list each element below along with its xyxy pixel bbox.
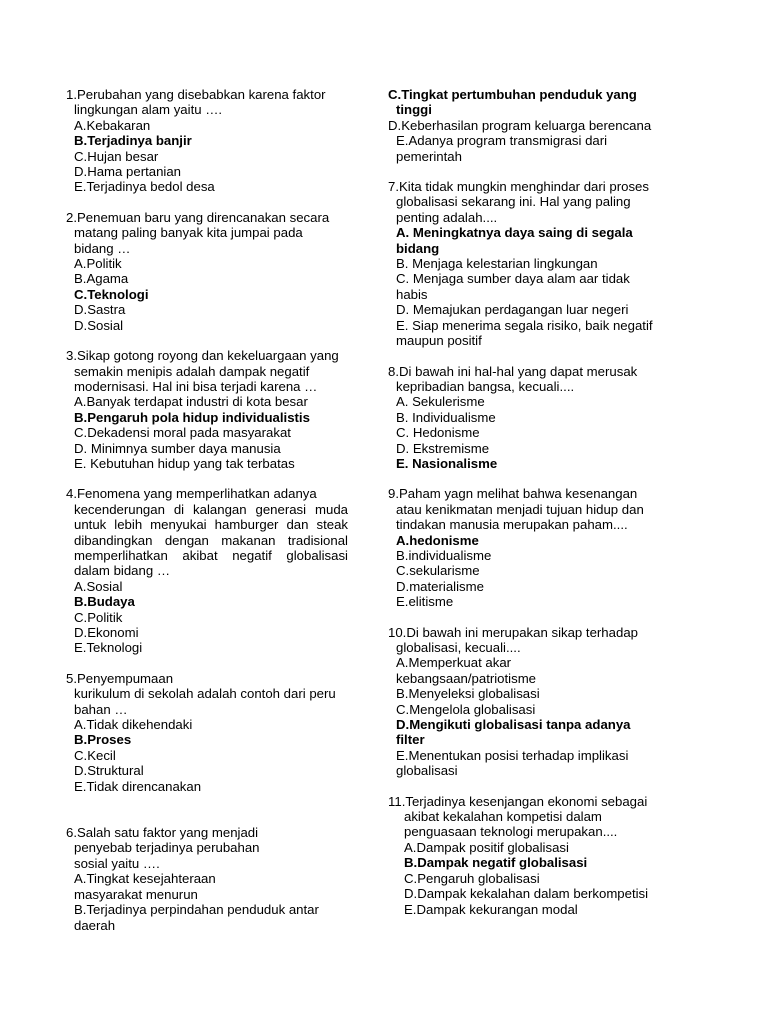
question-10 (388, 625, 688, 779)
question-stem: 4.Fenomena yang memperlihatkan adanya (66, 486, 317, 502)
option-d: D.Sastra (74, 302, 126, 318)
option-d: D.Keberhasilan program keluarga berencana (388, 117, 652, 133)
left-column (66, 87, 348, 933)
question-stem: bidang … (74, 240, 131, 256)
option-e-cont: globalisasi (396, 763, 458, 779)
option-c: C.Hujan besar (74, 148, 159, 164)
option-a: A.Banyak terdapat industri di kota besar (74, 394, 308, 410)
question-stem: bahan … (74, 701, 128, 717)
question-stem: semakin menipis adalah dampak negatif (74, 363, 310, 379)
question-stem: 11.Terjadinya kesenjangan ekonomi sebagai (388, 793, 648, 809)
option-c-answer-cont: tinggi (396, 102, 432, 118)
option-a-cont: kebangsaan/patriotisme (396, 670, 537, 686)
option-c-answer: C.Teknologi (74, 286, 149, 302)
option-d: D.Ekonomi (74, 625, 139, 640)
question-stem: lingkungan alam yaitu …. (74, 102, 223, 118)
option-e-answer: E. Nasionalisme (396, 455, 498, 471)
question-7 (388, 179, 688, 348)
option-a: A.Tidak dikehendaki (74, 717, 193, 733)
option-c: C.Dekadensi moral pada masyarakat (74, 425, 291, 441)
question-stem: matang paling banyak kita jumpai pada (74, 225, 303, 241)
question-4 (66, 486, 348, 655)
option-c: C. Hedonisme (396, 425, 480, 441)
option-c-answer: C.Tingkat pertumbuhan penduduk yang (388, 87, 637, 102)
question-1 (66, 87, 348, 195)
question-stem: 10.Di bawah ini merupakan sikap terhadap (388, 624, 638, 640)
option-c: C. Menjaga sumber daya alam aar tidak (396, 271, 630, 287)
option-b-cont: daerah (74, 917, 116, 933)
question-6 (66, 825, 348, 933)
option-b: B. Individualisme (396, 409, 496, 425)
option-e: E. Kebutuhan hidup yang tak terbatas (74, 455, 295, 471)
question-stem: tindakan manusia merupakan paham.... (396, 517, 628, 533)
question-stem: 2.Penemuan baru yang direncanakan secara (66, 209, 330, 225)
right-column (388, 87, 688, 917)
option-d: D. Memajukan perdagangan luar negeri (396, 302, 629, 318)
question-stem: sosial yaitu …. (74, 855, 160, 871)
question-8 (388, 364, 688, 472)
question-stem: atau kenikmatan menjadi tujuan hidup dan (396, 501, 644, 517)
option-d-answer-cont: filter (396, 732, 425, 748)
option-c: C.Pengaruh globalisasi (404, 870, 540, 886)
option-b: B.Terjadinya perpindahan penduduk antar (74, 902, 319, 918)
option-c: C.sekularisme (396, 563, 480, 579)
option-d: D. Minimnya sumber daya manusia (74, 440, 281, 456)
option-d: D.Hama pertanian (74, 164, 182, 180)
option-e: E.Terjadinya bedol desa (74, 179, 215, 195)
option-a-answer: A. Meningkatnya daya saing di segala (396, 225, 633, 241)
question-stem: penyebab terjadinya perubahan (74, 840, 260, 856)
option-c: C.Politik (74, 609, 123, 625)
option-e: E. Siap menerima segala risiko, baik negatif (396, 317, 653, 333)
question-stem: akibat kekalahan kompetisi dalam (404, 809, 602, 825)
question-2 (66, 210, 348, 333)
option-e: E.Tidak direncanakan (74, 778, 202, 794)
question-stem: globalisasi, kecuali.... (396, 640, 521, 655)
option-e: E.Adanya program transmigrasi dari (396, 133, 608, 149)
option-d-second: D.Sosial (74, 317, 124, 333)
option-c: C.Kecil (74, 747, 116, 763)
option-e-cont: pemerintah (396, 148, 462, 164)
option-d: D. Ekstremisme (396, 440, 490, 456)
option-b-answer: B.Budaya (74, 594, 135, 610)
option-b: B. Menjaga kelestarian lingkungan (396, 256, 598, 272)
option-a: A.Dampak positif globalisasi (404, 839, 569, 855)
option-a: A.Memperkuat akar (396, 655, 512, 671)
question-stem: globalisasi sekarang ini. Hal yang paling (396, 194, 631, 210)
option-a: A.Politik (74, 256, 122, 272)
question-stem: 6.Salah satu faktor yang menjadi (66, 825, 259, 841)
option-a: A.Sosial (74, 578, 123, 594)
question-stem: kecenderungan di kalangan generasi muda (74, 501, 348, 517)
question-3 (66, 348, 348, 471)
option-e: E.Menentukan posisi terhadap implikasi (396, 747, 629, 763)
question-stem: 7.Kita tidak mungkin menghindar dari proses (388, 179, 649, 195)
question-stem: memperlihatkan akibat negatif globalisasi (74, 547, 348, 563)
option-e-cont: maupun positif (396, 333, 482, 349)
question-stem: 8.Di bawah ini hal-hal yang dapat merusak (388, 363, 638, 379)
option-e: E.Teknologi (74, 640, 143, 656)
option-b-answer: B.Pengaruh pola hidup individualistis (74, 409, 310, 425)
option-b: B.individualisme (396, 547, 492, 563)
option-a: A. Sekulerisme (396, 394, 485, 410)
option-d: D.materialisme (396, 578, 484, 594)
option-c: C.Mengelola globalisasi (396, 701, 536, 717)
question-stem: kurikulum di sekolah adalah contoh dari peru (74, 686, 336, 702)
question-stem: untuk lebih menyukai hamburger dan steak (74, 517, 348, 533)
option-d: D.Dampak kekalahan dalam berkompetisi (404, 886, 649, 902)
option-b: B.Menyeleksi globalisasi (396, 686, 540, 702)
option-a-answer: A.hedonisme (396, 532, 479, 548)
question-stem: kepribadian bangsa, kecuali.... (396, 378, 575, 394)
question-stem: 5.Penyempumaan (66, 670, 174, 686)
option-b: B.Agama (74, 271, 129, 287)
option-c-cont: habis (396, 286, 428, 302)
option-a: A.Tingkat kesejahteraan (74, 871, 216, 887)
option-d: D.Struktural (74, 763, 144, 779)
question-5 (66, 671, 348, 794)
option-b-answer: B.Terjadinya banjir (74, 133, 192, 149)
question-stem: dibandingkan dengan makanan tradisional (74, 532, 348, 548)
question-stem: penguasaan teknologi merupakan.... (404, 824, 618, 840)
option-e: E.Dampak kekurangan modal (404, 901, 578, 917)
question-6-continued (388, 87, 688, 164)
option-a-answer-cont: bidang (396, 240, 440, 256)
question-stem: penting adalah.... (396, 209, 498, 225)
option-b-answer: B.Proses (74, 732, 132, 748)
question-stem: 9.Paham yagn melihat bahwa kesenangan (388, 486, 638, 502)
question-stem: 1.Perubahan yang disebabkan karena faktor (66, 87, 326, 102)
question-11 (388, 794, 688, 917)
question-stem: dalam bidang … (74, 563, 171, 579)
question-stem: modernisasi. Hal ini bisa terjadi karena … (74, 378, 318, 394)
option-a-cont: masyarakat menurun (74, 886, 198, 902)
option-d-answer: D.Mengikuti globalisasi tanpa adanya (396, 717, 631, 733)
option-b-answer: B.Dampak negatif globalisasi (404, 855, 588, 871)
question-9 (388, 486, 688, 609)
option-e: E.elitisme (396, 594, 454, 610)
question-stem: 3.Sikap gotong royong dan kekeluargaan yang (66, 348, 339, 364)
option-a: A.Kebakaran (74, 117, 151, 133)
